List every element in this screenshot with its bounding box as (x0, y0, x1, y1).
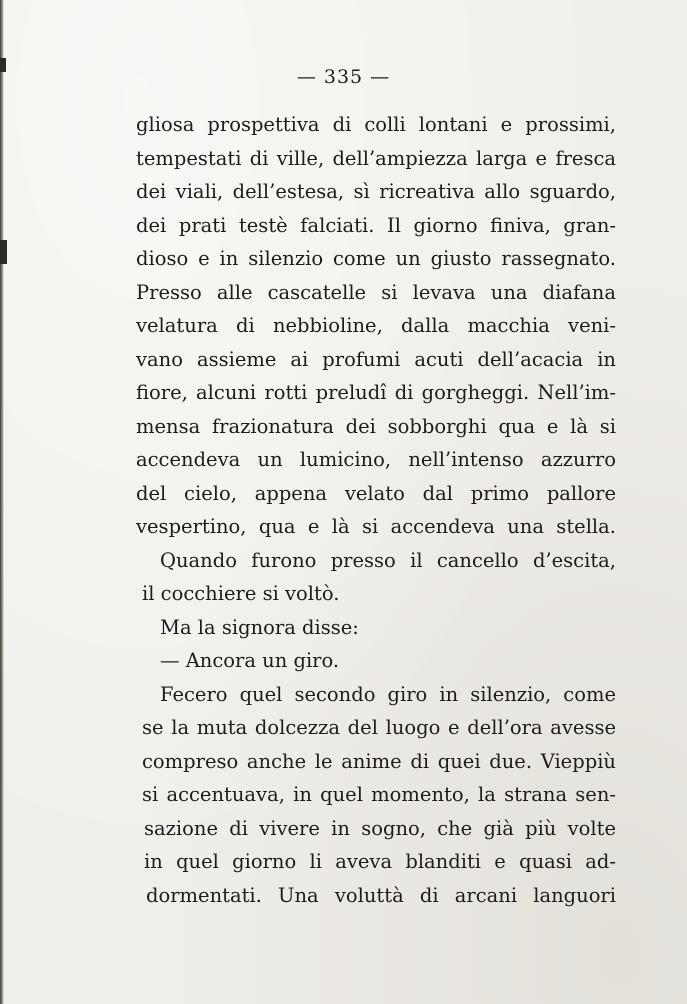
page-number: — 335 — (296, 66, 391, 88)
body-text (136, 108, 616, 912)
text-line: del cielo, appena velato dal primo pallore (136, 481, 616, 505)
text-line: Presso alle cascatelle si levava una diafana (136, 280, 616, 304)
text-line: sazione di vivere in sogno, che già più volte (144, 816, 616, 840)
page-binding-edge (0, 0, 4, 1004)
text-line: Ma la signora disse: (160, 615, 359, 639)
text-line: vano assieme ai profumi acuti dell’acacia in (136, 347, 616, 371)
text-line: accendeva un lumicino, nell’intenso azzurro (136, 448, 616, 471)
text-line: tempestati di ville, dell’ampiezza larga e fresca (136, 146, 616, 170)
text-line: il cocchiere si voltò. (142, 582, 340, 605)
text-line: dormentati. Una voluttà di arcani languori (146, 883, 616, 907)
text-line: in quel giorno li aveva blanditi e quasi ad- (144, 850, 616, 873)
text-line: vespertino, qua e là si accendeva una stella. (136, 515, 616, 538)
text-line: se la muta dolcezza del luogo e dell’ora avesse (142, 716, 616, 739)
text-line: velatura di nebbioline, dalla macchia veni- (136, 314, 616, 337)
dialogue-line: — Ancora un giro. (160, 649, 340, 672)
text-line: si accentuava, in quel momento, la strana sen- (142, 783, 616, 806)
text-line: compreso anche le anime di quei due. Vieppiù (142, 749, 616, 773)
text-line: gliosa prospettiva di colli lontani e prossimi, (136, 113, 616, 136)
text-line: dei prati testè falciati. Il giorno finiva, gran- (136, 213, 616, 237)
text-line: Fecero quel secondo giro in silenzio, come (160, 682, 616, 706)
text-line: dei viali, dell’estesa, sì ricreativa allo sguardo, (136, 180, 616, 203)
text-line: Quando furono presso il cancello d’escita, (160, 548, 616, 572)
text-line: mensa frazionatura dei sobborghi qua e là si (136, 414, 616, 438)
text-line: fiore, alcuni rotti preludî di gorgheggi. Nell’im- (136, 381, 616, 404)
text-line: dioso e in silenzio come un giusto rassegnato. (136, 247, 616, 270)
binding-mark (0, 240, 7, 264)
